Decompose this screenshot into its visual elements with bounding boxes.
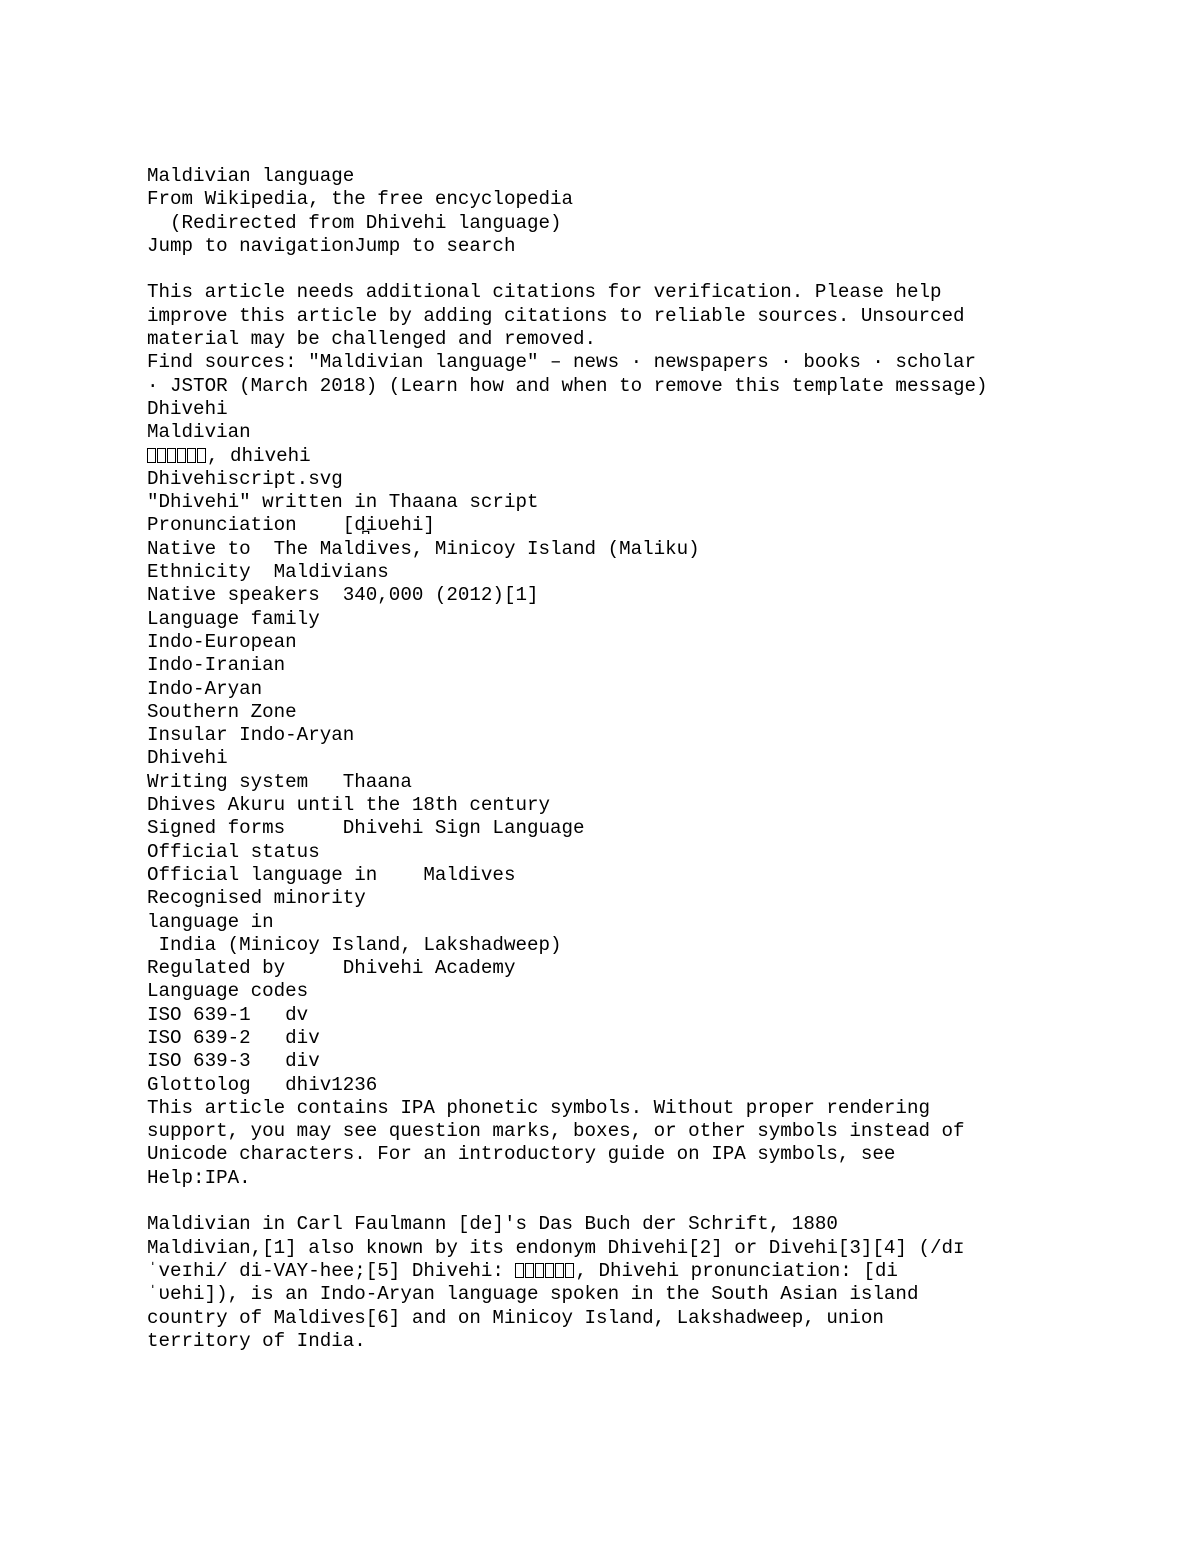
family-item[interactable]: Indo-Aryan [147,677,263,700]
infobox-writing-system: Writing system Thaana [147,770,412,793]
family-item[interactable]: Indo-European [147,630,297,653]
infobox-native-speakers: Native speakers 340,000 (2012)[1] [147,584,539,607]
family-item[interactable]: Insular Indo-Aryan [147,724,355,747]
infobox-signed-forms: Signed forms Dhivehi Sign Language [147,817,585,840]
article-tagline: From Wikipedia, the free encyclopedia [147,188,574,211]
find-sources-line[interactable]: · JSTOR (March 2018) (Learn how and when to remove this template message) [147,374,988,397]
infobox-native-to: Native to The Maldives, Minicoy Island (Maliku) [147,537,700,560]
notice-line: material may be challenged and removed. [147,328,597,351]
body-line: Maldivian,[1] also known by its endonym Dhivehi[2] or Divehi[3][4] (/dɪ [147,1236,965,1259]
infobox-iso1: ISO 639-1 dv [147,1003,309,1026]
family-item: Dhivehi [147,747,228,770]
infobox-glottolog: Glottolog dhiv1236 [147,1073,378,1096]
body-line: territory of India. [147,1329,366,1352]
infobox-writing-system-historic: Dhives Akuru until the 18th century [147,794,551,817]
infobox-pronunciation: Pronunciation [d̪iʋehi] [147,514,435,537]
infobox [147,398,1147,1097]
article-body [147,1213,1147,1353]
notice-line: improve this article by adding citations to reliable sources. Unsourced [147,304,965,327]
infobox-minority: Recognised minority [147,887,366,910]
citation-notice [147,281,1147,397]
infobox-family-heading: Language family [147,607,320,630]
infobox-minority-region: India (Minicoy Island, Lakshadweep) [147,933,562,956]
infobox-official-language: Official language in Maldives [147,863,516,886]
infobox-native-name: , dhivehi [147,445,1147,468]
body-line: ˈveɪhi/ di-VAY-hee;[5] Dhivehi: , Dhivehi pronunciation: [di [147,1259,898,1282]
missing-glyph-icon [515,1260,575,1282]
ipa-notice-line: Unicode characters. For an introductory guide on IPA symbols, see [147,1143,896,1166]
infobox-iso3: ISO 639-3 div [147,1050,320,1073]
infobox-ethnicity: Ethnicity Maldivians [147,561,389,584]
family-item[interactable]: Indo-Iranian [147,654,286,677]
article-title: Maldivian language [147,165,355,187]
redirect-note: (Redirected from Dhivehi language) [147,211,562,234]
spacer [147,258,1147,281]
infobox-image-caption: "Dhivehi" written in Thaana script [147,491,539,514]
body-line: ˈʋehi]), is an Indo-Aryan language spoken in the South Asian island [147,1283,919,1306]
ipa-notice-line: This article contains IPA phonetic symbols. Without proper rendering [147,1096,930,1119]
infobox-name: Dhivehi [147,397,228,420]
infobox-minority: language in [147,910,274,933]
family-item[interactable]: Southern Zone [147,700,297,723]
body-line: country of Maldives[6] and on Minicoy Island, Lakshadweep, union [147,1306,884,1329]
ipa-notice [147,1097,1147,1190]
find-sources-line[interactable]: Find sources: "Maldivian language" – news · newspapers · books · scholar [147,351,977,374]
infobox-codes-heading: Language codes [147,980,309,1003]
missing-glyph-icon [147,445,207,467]
infobox-image-file[interactable]: Dhivehiscript.svg [147,467,343,490]
infobox-regulated-by: Regulated by Dhivehi Academy [147,957,516,980]
notice-line: This article needs additional citations for verification. Please help [147,281,942,304]
document-page [147,165,1147,1353]
infobox-iso2: ISO 639-2 div [147,1026,320,1049]
infobox-official-status: Official status [147,840,320,863]
ipa-help-link[interactable]: Help:IPA. [147,1166,251,1189]
ipa-notice-line: support, you may see question marks, boxes, or other symbols instead of [147,1120,965,1143]
spacer [147,1190,1147,1213]
jump-links[interactable]: Jump to navigationJump to search [147,234,516,257]
infobox-alt-name: Maldivian [147,421,251,444]
figure-caption: Maldivian in Carl Faulmann [de]'s Das Buch der Schrift, 1880 [147,1213,838,1236]
